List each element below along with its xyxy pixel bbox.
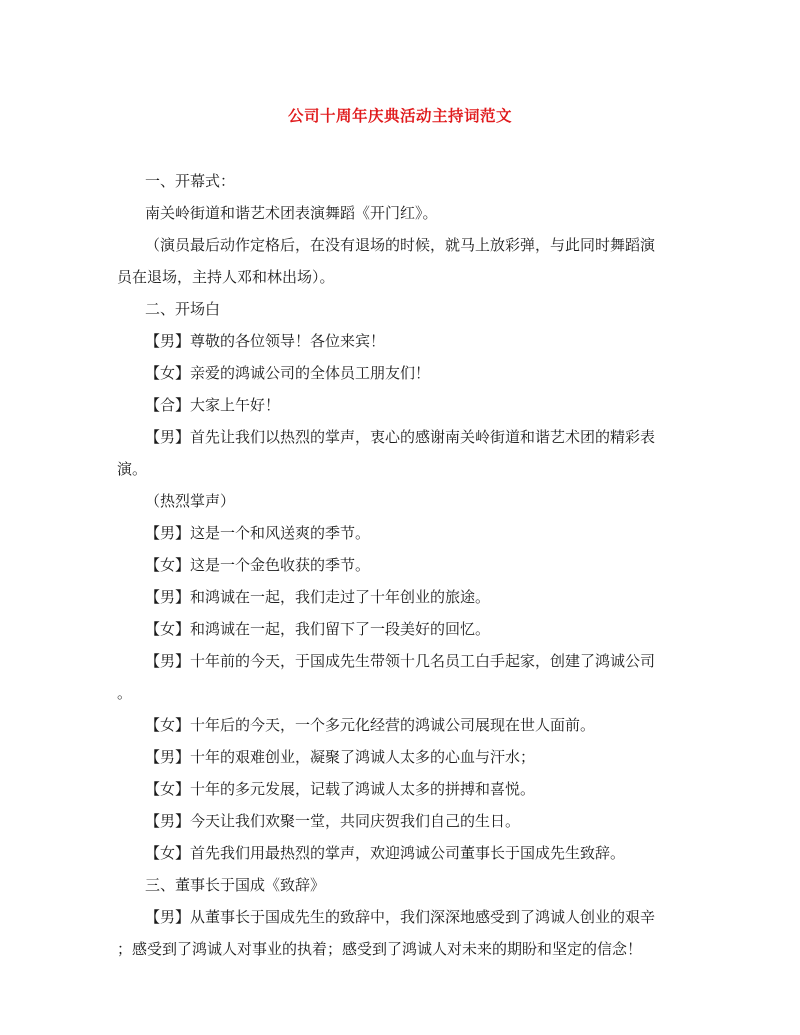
body-line: 【女】亲爱的鸿诚公司的全体员工朋友们！ (145, 364, 431, 382)
body-line: 【男】和鸿诚在一起，我们走过了十年创业的旅途。 (145, 588, 491, 606)
body-line: 【女】十年后的今天，一个多元化经营的鸿诚公司展现在世人面前。 (145, 716, 596, 734)
body-line: 【男】首先让我们以热烈的掌声，衷心的感谢南关岭街道和谐艺术团的精彩表 (145, 428, 656, 446)
body-line: ；感受到了鸿诚人对事业的执着；感受到了鸿诚人对未来的期盼和坚定的信念！ (117, 940, 643, 958)
body-line: 【男】十年前的今天，于国成先生带领十几名员工白手起家，创建了鸿诚公司 (145, 652, 656, 670)
body-line: 一、开幕式： (145, 172, 236, 190)
body-line: 【女】首先我们用最热烈的掌声，欢迎鸿诚公司董事长于国成先生致辞。 (145, 844, 626, 862)
body-line: 【女】这是一个金色收获的季节。 (145, 556, 371, 574)
body-line: 【男】今天让我们欢聚一堂，共同庆贺我们自己的生日。 (145, 812, 521, 830)
body-line: 【男】从董事长于国成先生的致辞中，我们深深地感受到了鸿诚人创业的艰辛 (145, 908, 656, 926)
body-line: （演员最后动作定格后，在没有退场的时候，就马上放彩弹，与此同时舞蹈演 (145, 236, 656, 254)
body-line: 演。 (117, 460, 148, 478)
body-line: 【合】大家上午好！ (145, 396, 281, 414)
body-line: 【女】和鸿诚在一起，我们留下了一段美好的回忆。 (145, 620, 491, 638)
body-line: 南关岭街道和谐艺术团表演舞蹈《开门红》。 (145, 204, 438, 222)
body-line: 【男】十年的艰难创业，凝聚了鸿诚人太多的心血与汗水； (145, 748, 536, 766)
body-line: 【男】这是一个和风送爽的季节。 (145, 524, 371, 542)
body-line: （热烈掌声） (145, 492, 236, 510)
body-line: 三、董事长于国成《致辞》 (145, 876, 326, 894)
body-line: 二、开场白 (145, 300, 221, 318)
body-line: 【女】十年的多元发展，记载了鸿诚人太多的拼搏和喜悦。 (145, 780, 536, 798)
body-line: 员在退场，主持人邓和林出场）。 (117, 268, 335, 286)
body-line: 【男】尊敬的各位领导！各位来宾！ (145, 332, 386, 350)
document-title: 公司十周年庆典活动主持词范文 (287, 106, 512, 125)
body-line: 。 (117, 684, 133, 702)
document-body (117, 165, 687, 965)
